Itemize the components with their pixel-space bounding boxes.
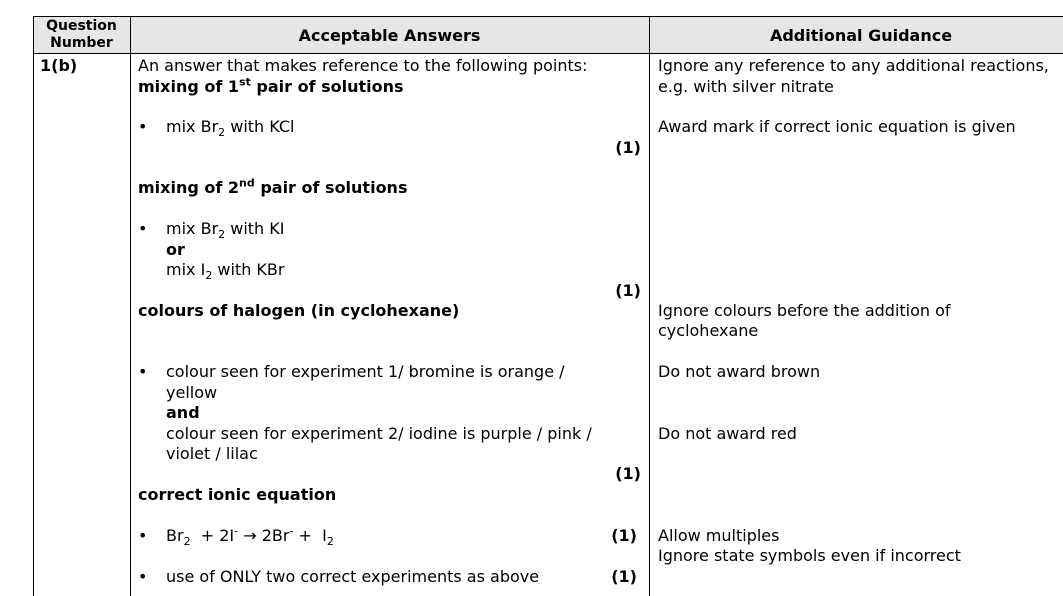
bullet-1: • (138, 117, 148, 136)
guidance-1-line-1: Ignore any reference to any additional reactions, (658, 56, 1049, 75)
header-question-number (33, 18, 130, 52)
eq-c: 2Br (256, 526, 290, 545)
eq-sup2: - (289, 524, 294, 538)
s2-b2-sub: 2 (205, 269, 213, 283)
s2-title-sup: nd (239, 176, 255, 190)
s2-b1-a: mix Br (166, 219, 219, 238)
guidance-4: Do not award brown (658, 362, 821, 381)
s3-line-1: colour seen for experiment 1/ bromine is orange / (166, 362, 565, 381)
guidance-6-line-2: Ignore state symbols even if incorrect (658, 546, 961, 565)
eq-b: + 2I (190, 526, 235, 545)
s2-bullet-text (166, 219, 285, 242)
s2-b1-sub: 2 (218, 228, 226, 242)
header-acceptable-answers: Acceptable Answers (298, 26, 481, 45)
s2-alt-text (166, 260, 285, 283)
col-divider-left (33, 16, 34, 596)
section-1-title (138, 77, 404, 97)
s2-b2-a: mix I (166, 260, 206, 279)
s2-b2-b: with KBr (212, 260, 285, 279)
guidance-3-line-2: cyclohexane (658, 321, 759, 340)
s3-line-2: yellow (166, 383, 218, 402)
s3-and: and (166, 403, 200, 422)
bullet-2: • (138, 219, 148, 238)
col-divider-2 (649, 16, 650, 596)
s1-title-sup: st (239, 75, 251, 89)
eq-d: + I (293, 526, 327, 545)
section-4-title: correct ionic equation (138, 485, 337, 504)
header-question-l1: Question (46, 18, 117, 34)
mark-1: (1) (615, 138, 641, 157)
eq-sub2: 2 (326, 535, 334, 549)
s1-b1-b: with KCl (225, 117, 295, 136)
s1-b1-sub: 2 (218, 126, 226, 140)
s2-b1-b: with KI (225, 219, 285, 238)
s2-title-a: mixing of 2 (138, 178, 240, 197)
answers-intro: An answer that makes reference to the following points: (138, 56, 588, 75)
s3-line-4: violet / lilac (166, 444, 258, 463)
mark-3: (1) (615, 464, 641, 483)
guidance-3-line-1: Ignore colours before the addition of (658, 301, 951, 320)
guidance-2: Award mark if correct ionic equation is given (658, 117, 1016, 136)
col-divider-1 (130, 16, 131, 596)
s1-bullet-text (166, 117, 295, 140)
mark-2: (1) (615, 281, 641, 300)
mark-5: (1) (611, 567, 637, 586)
guidance-1-line-2: e.g. with silver nitrate (658, 77, 834, 96)
s1-title-a: mixing of 1 (138, 77, 240, 96)
header-additional-guidance: Additional Guidance (769, 26, 953, 45)
mark-scheme-table (33, 16, 1063, 596)
eq-sub1: 2 (183, 535, 191, 549)
bullet-5: • (138, 567, 148, 586)
header-question-l2: Number (50, 35, 113, 51)
eq-a: Br (166, 526, 184, 545)
bullet-3: • (138, 362, 148, 381)
bullet-4: • (138, 526, 148, 545)
s4-bullet-2: use of ONLY two correct experiments as above (166, 567, 540, 586)
s3-line-3: colour seen for experiment 2/ iodine is purple / pink / (166, 424, 592, 443)
eq-sup1: - (234, 524, 239, 538)
section-3-title: colours of halogen (in cyclohexane) (138, 301, 460, 320)
guidance-6-line-1: Allow multiples (658, 526, 780, 545)
guidance-5: Do not award red (658, 424, 797, 443)
section-2-title (138, 178, 407, 198)
s1-b1-a: mix Br (166, 117, 219, 136)
ionic-equation (166, 524, 334, 549)
s2-or: or (166, 240, 185, 259)
eq-arrow: → (243, 526, 257, 545)
question-number: 1(b) (40, 56, 78, 75)
s1-title-b: pair of solutions (250, 77, 404, 96)
mark-4: (1) (611, 526, 637, 545)
s2-title-b: pair of solutions (254, 178, 408, 197)
